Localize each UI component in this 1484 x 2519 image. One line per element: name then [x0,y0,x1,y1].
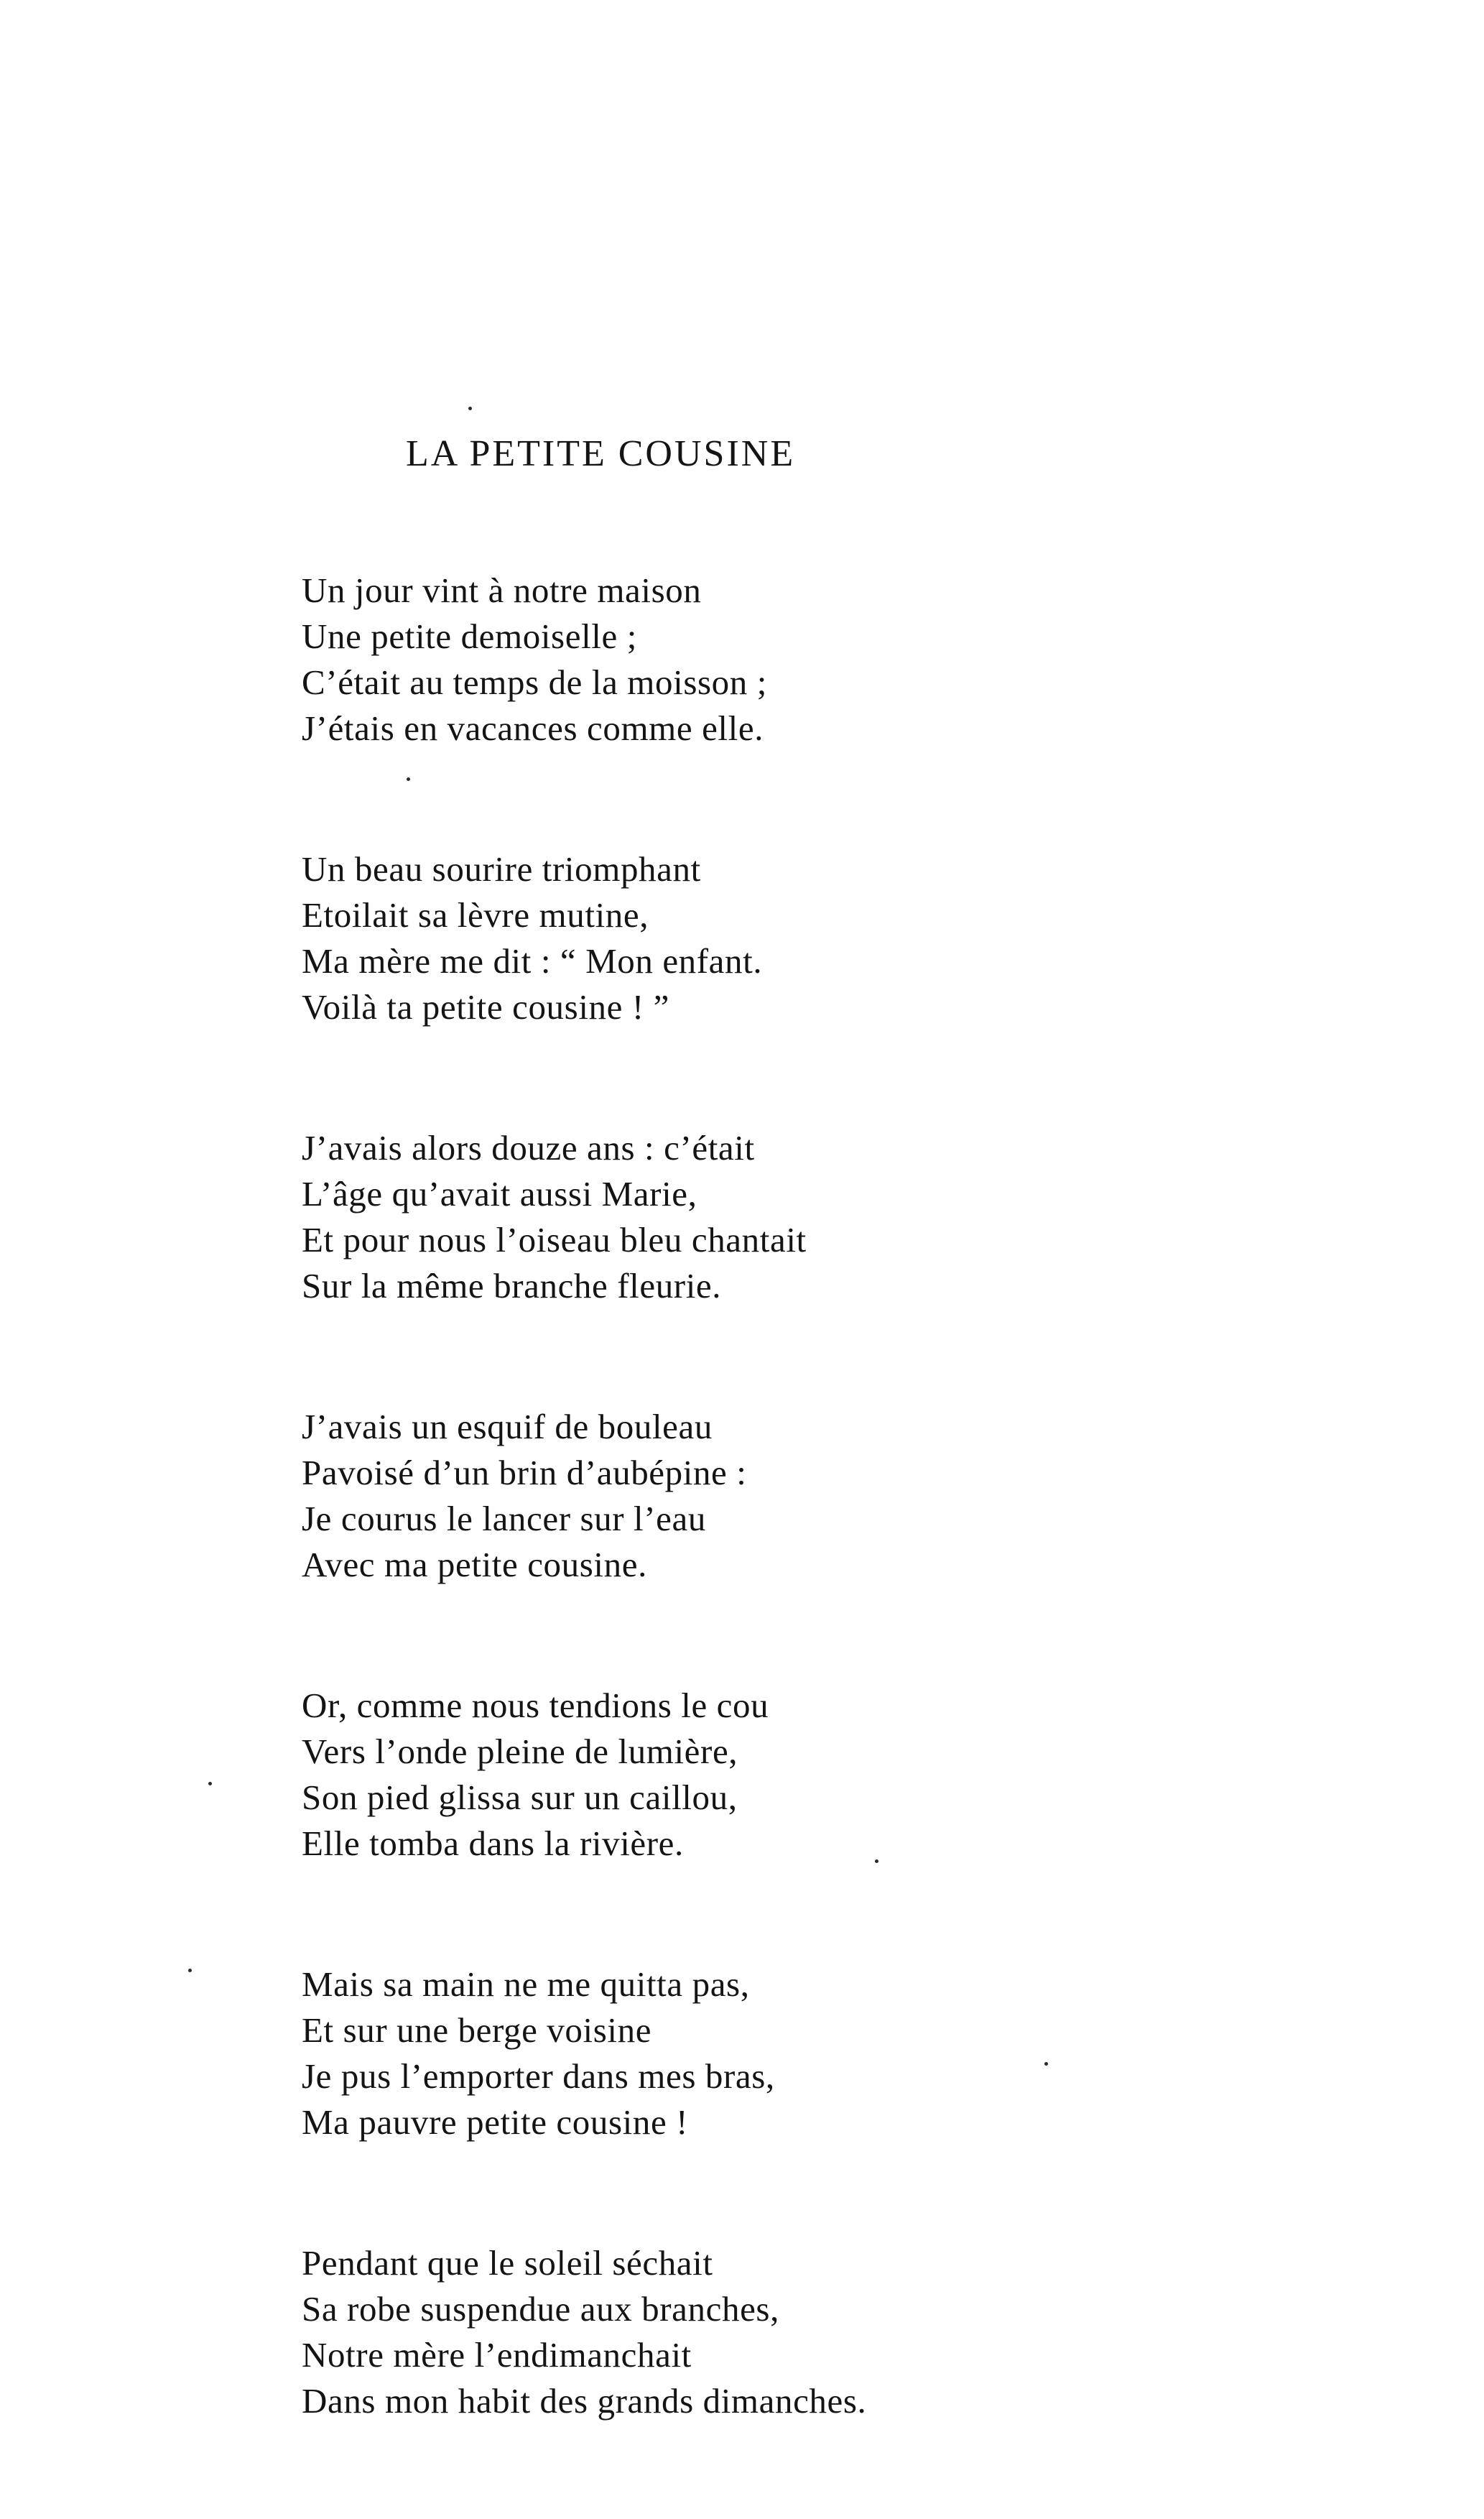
verse-line: Mais sa main ne me quitta pas, [302,1964,750,2004]
verse-line: Pavoisé d’un brin d’aubépine : [302,1453,747,1492]
stanza-2 [302,846,1379,1030]
verse-line: L’âge qu’avait aussi Marie, [302,1174,697,1214]
verse-line: Je pus l’emporter dans mes bras, [302,2056,775,2096]
verse-line: Je courus le lancer sur l’eau [302,1499,706,1538]
scan-speck [1044,2062,1048,2066]
verse-line: Une petite demoiselle ; [302,616,637,656]
verse-line: Vers l’onde pleine de lumière, [302,1732,738,1771]
verse-line: Ma mère me dit : “ Mon enfant. [302,941,763,981]
verse-line: Un jour vint à notre maison [302,570,702,610]
scan-speck [407,777,410,781]
verse-line: Sur la même branche fleurie. [302,1266,722,1305]
verse-line: Et pour nous l’oiseau bleu chantait [302,1220,807,1260]
scan-speck [875,1859,878,1863]
verse-line: Ma pauvre petite cousine ! [302,2102,689,2142]
verse-line: Notre mère l’endimanchait [302,2335,692,2375]
stanza-5 [302,1683,1379,1867]
stanza-6 [302,1961,1379,2145]
verse-line: J’étais en vacances comme elle. [302,708,764,748]
verse-line: Dans mon habit des grands dimanches. [302,2381,867,2421]
verse-line: Etoilait sa lèvre mutine, [302,895,649,935]
verse-line: Pendant que le soleil séchait [302,2243,713,2283]
verse-line: Et sur une berge voisine [302,2010,652,2050]
scan-speck [208,1782,212,1785]
verse-line: C’était au temps de la moisson ; [302,662,767,702]
verse-line: J’avais alors douze ans : c’était [302,1128,755,1168]
verse-line: Sa robe suspendue aux branches, [302,2289,779,2329]
verse-line: J’avais un esquif de bouleau [302,1407,713,1446]
scan-speck [188,1969,192,1972]
verse-line: Un beau sourire triomphant [302,849,701,889]
stanza-4 [302,1404,1379,1588]
verse-line: Voilà ta petite cousine ! ” [302,987,669,1027]
scan-speck [468,407,472,410]
stanza-7 [302,2240,1379,2424]
stanza-1 [302,568,1379,752]
verse-line: Avec ma petite cousine. [302,1545,647,1584]
poem-title: LA PETITE COUSINE [406,433,796,474]
poem-body [302,568,1379,2519]
verse-line: Or, comme nous tendions le cou [302,1686,769,1725]
verse-line: Son pied glissa sur un caillou, [302,1778,738,1817]
stanza-3 [302,1125,1379,1309]
verse-line: Elle tomba dans la rivière. [302,1824,684,1863]
